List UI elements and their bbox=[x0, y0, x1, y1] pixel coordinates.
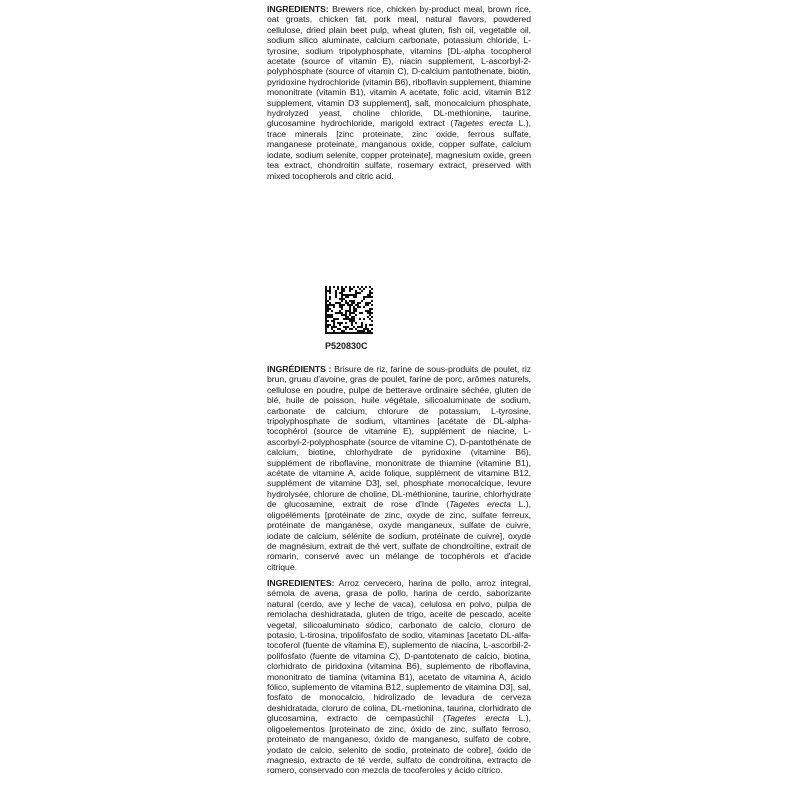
ingredients-text-en-1: Brewers rice, chicken by-product meal, brown rice, oat groats, chicken fat, pork meal, natural flavors, powdered cellulose, dried plain beet pulp, wheat gluten, fish oil, vegetable oil, sodium silico aluminate, calcium carbonate, potassium chloride, L-tyrosine, sodium tripolyphosphate, vitamins [DL-alpha tocopherol acetate (source of vitamin E), niacin supplement, L-ascorbyl-2-polyphosphate (source of vitamin C), D-calcium pantothenate, biotin, pyridoxine hydrochloride (vitamin B6), riboflavin supplement, thiamine mononitrate (vitamin B1), vitamin A acetate, folic acid, vitamin B12 supplement, vitamin D3 supplement], salt, monocalcium phosphate, hydrolyzed yeast, choline chloride, DL-methionine, taurine, glucosamine hydrochloride, marigold extract ( bbox=[267, 4, 532, 129]
ingredients-text-es-2: L.), oligoelementos [proteinato de zinc, óxido de zinc, sulfato ferroso, proteinato de manganeso, óxido de manganeso, sulfato de cobre, yodato de calcio, selenito de sodio, proteinato de cobre], óxido de magnesio, extracto de té verde, sulfato de condroitina, extracto de romero, conservado con mezcla de tocoferoles y ácido cítrico. bbox=[267, 713, 532, 776]
ingredients-french bbox=[267, 364, 531, 572]
ingredients-text-es-1: Arroz cervecero, harina de pollo, arroz integral, sémola de avena, grasa de pollo, harina de cerdo, saborizante natural (cerdo, ave y leche de vaca), celulosa en polvo, pulpa de remolacha deshidratada, gluten de trigo, aceite de pescado, aceite vegetal, silicoaluminato sódico, carbonato de calcio, cloruro de potasio, L-tirosina, tripolifosfato de sodio, vitaminas [acetato DL-alfa-tocoferol (fuente de vitamina E), suplemento de niacina, L-ascorbil-2-polifosfato (fuente de vitamina C), D-pantotenato de calcio, biotina, clorhidrato de piridoxina (vitamina B6), suplemento de riboflavina, mononitrato de tiamina (vitamina B1), acetato de vitamina A, ácido fólico, suplemento de vitamina B12, suplemento de vitamina D3], sal, fosfato de monocalcio, hidrolizado de levadura de cerveza deshidratada, cloruro de colina, DL-metionina, taurina, clorhidrato de glucosamina, extracto de cempasúchil ( bbox=[267, 578, 531, 724]
ingredients-italic-en: Tagetes erecta bbox=[453, 118, 513, 129]
product-code: P520830C bbox=[325, 341, 368, 351]
ingredients-text-fr-2: L.), oligoéléments [protéinate de zinc, oxyde de zinc, sulfate ferreux, protéinate de manganèse, oxyde manganeux, sulfate de cuivre, iodate de calcium, sélénite de sodium, protéinate de cuivre], oxyde de magnésium, extrait de thé vert, sulfate de chondroïtine, extrait de romarin, conservé avec un mélange de tocophérols et d'acide citrique. bbox=[267, 499, 531, 572]
ingredients-spanish bbox=[267, 578, 531, 776]
ingredients-text-en-2: L.), trace minerals [zinc proteinate, zinc oxide, ferrous sulfate, manganese proteinate, manganous oxide, copper sulfate, calcium iodate, sodium selenite, copper proteinate], magnesium oxide, green tea extract, chondroitin sulfate, rosemary extract, preserved with mixed tocopherols and citric acid. bbox=[267, 118, 532, 181]
ingredients-english bbox=[267, 4, 531, 181]
datamatrix-barcode bbox=[325, 286, 373, 334]
ingredients-text-fr-1: Brisure de riz, farine de sous-produits de poulet, riz brun, gruau d'avoine, gras de poulet, farine de porc, arômes naturels, cellulose en poudre, pulpe de betterave ordinaire séchée, gluten de blé, huile de poisson, huile végétale, silicoaluminate de sodium, carbonate de calcium, chlorure de potassium, L-tyrosine, tripolyphosphate de sodium, vitamines [acétate de DL-alpha-tocophérol (source de vitamine E), supplément de niacine, L-ascorbyl-2-polyphosphate (source de vitamine C), D-pantothénate de calcium, biotine, chlorhydrate de pyridoxine (vitamine B6), supplément de riboflavine, mononitrate de thiamine (vitamine B1), acétate de vitamine A, acide folique, supplément de vitamine B12, supplément de vitamine D3], sel, phosphate monocalcique, levure hydrolysée, chlorure de choline, DL-méthionine, taurine, chlorhydrate de glucosamine, extrait de rose d'Inde ( bbox=[267, 364, 531, 510]
ingredients-heading-es: INGREDIENTES: bbox=[267, 578, 335, 588]
ingredients-italic-fr: Tagetes erecta bbox=[449, 499, 511, 510]
ingredients-heading-en: INGREDIENTS: bbox=[267, 4, 329, 14]
ingredients-italic-es: Tagetes erecta bbox=[445, 713, 510, 724]
ingredients-heading-fr: INGRÉDIENTS : bbox=[267, 364, 332, 374]
